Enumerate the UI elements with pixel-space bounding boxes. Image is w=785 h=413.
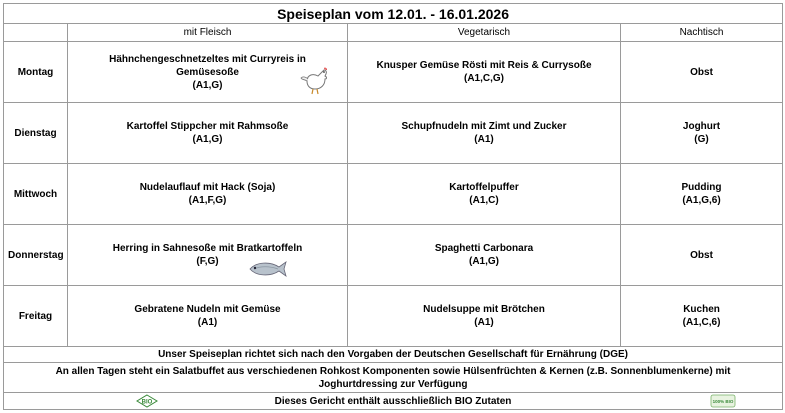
day-label: Freitag (4, 286, 68, 347)
day-label: Montag (4, 42, 68, 103)
table-row (4, 225, 783, 286)
meal-fleisch (68, 286, 348, 347)
meal-allergens: (A1,C,6) (682, 317, 721, 328)
chicken-icon (299, 67, 329, 99)
day-label: Dienstag (4, 103, 68, 164)
meal-name: Gebratene Nudeln mit Gemüse (134, 304, 281, 315)
meal-vegetarisch (348, 225, 621, 286)
bio-label-icon (710, 394, 736, 412)
menu-table (3, 3, 783, 410)
meal-name: Nudelauflauf mit Hack (Soja) (139, 182, 276, 193)
meal-vegetarisch (348, 286, 621, 347)
footer-dge-note: Unser Speiseplan richtet sich nach den Vorgaben der Deutschen Gesellschaft für Ernährung (DGE) (4, 347, 783, 363)
meal-allergens: (A1,C) (469, 195, 499, 206)
meal-allergens: (A1,G) (192, 79, 223, 91)
header-empty (4, 24, 68, 42)
footer-salad-note: An allen Tagen steht ein Salatbuffet aus verschiedenen Rohkost Komponenten sowie Hülsenfrüchten & Kernen (z.B. Sonnenblumenkerne) mit Joghurtdressing zur Verfügung (4, 363, 783, 393)
meal-nachtisch (621, 42, 783, 103)
meal-name: Obst (690, 249, 713, 261)
meal-name: Hähnchengeschnetzeltes mit Curryreis in Gemüsesoße (109, 53, 306, 78)
bio-seal-icon (136, 394, 158, 412)
table-row (4, 103, 783, 164)
meal-fleisch (68, 225, 348, 286)
meal-allergens: (G) (694, 134, 709, 145)
day-label: Mittwoch (4, 164, 68, 225)
meal-vegetarisch (348, 103, 621, 164)
fish-icon (248, 260, 288, 282)
svg-text:100% BIO: 100% BIO (712, 399, 734, 404)
column-header-nachtisch: Nachtisch (621, 24, 783, 42)
meal-fleisch (68, 103, 348, 164)
meal-name: Pudding (681, 182, 722, 193)
meal-allergens: (A1) (474, 317, 494, 328)
meal-allergens: (A1) (197, 317, 218, 328)
meal-name: Kartoffelpuffer (449, 182, 519, 193)
column-header-fleisch: mit Fleisch (68, 24, 348, 42)
meal-vegetarisch (348, 42, 621, 103)
meal-allergens: (A1) (474, 134, 494, 145)
meal-nachtisch (621, 225, 783, 286)
meal-fleisch (68, 42, 348, 103)
meal-fleisch (68, 164, 348, 225)
meal-name: Spaghetti Carbonara (434, 243, 534, 254)
meal-name: Herring in Sahnesoße mit Bratkartoffeln (112, 243, 303, 254)
meal-nachtisch (621, 286, 783, 347)
meal-name: Kartoffel Stippcher mit Rahmsoße (126, 121, 289, 132)
meal-vegetarisch (348, 164, 621, 225)
meal-allergens: (A1,G) (192, 134, 223, 145)
footer-bio-note: Dieses Gericht enthält ausschließlich BIO Zutaten (274, 395, 512, 407)
meal-name: Knusper Gemüse Rösti mit Reis & Currysoße (376, 60, 592, 71)
svg-text:BIO: BIO (141, 399, 153, 406)
meal-nachtisch (621, 103, 783, 164)
table-row (4, 42, 783, 103)
column-header-vegetarisch: Vegetarisch (348, 24, 621, 42)
meal-name: Nudelsuppe mit Brötchen (423, 304, 545, 315)
meal-allergens: (A1,G) (469, 256, 499, 267)
day-label: Donnerstag (4, 225, 68, 286)
meal-name: Schupfnudeln mit Zimt und Zucker (401, 121, 567, 132)
meal-name: Obst (690, 66, 713, 78)
meal-name: Kuchen (683, 304, 720, 315)
table-row (4, 164, 783, 225)
footer-bio-row (4, 393, 783, 410)
meal-allergens: (A1,G,6) (682, 195, 721, 206)
meal-allergens: (A1,C,G) (464, 73, 504, 84)
table-row (4, 286, 783, 347)
meal-allergens: (F,G) (196, 256, 219, 267)
meal-allergens: (A1,F,G) (188, 195, 227, 206)
meal-nachtisch (621, 164, 783, 225)
meal-name: Joghurt (682, 121, 721, 132)
page-title: Speiseplan vom 12.01. - 16.01.2026 (4, 4, 783, 24)
